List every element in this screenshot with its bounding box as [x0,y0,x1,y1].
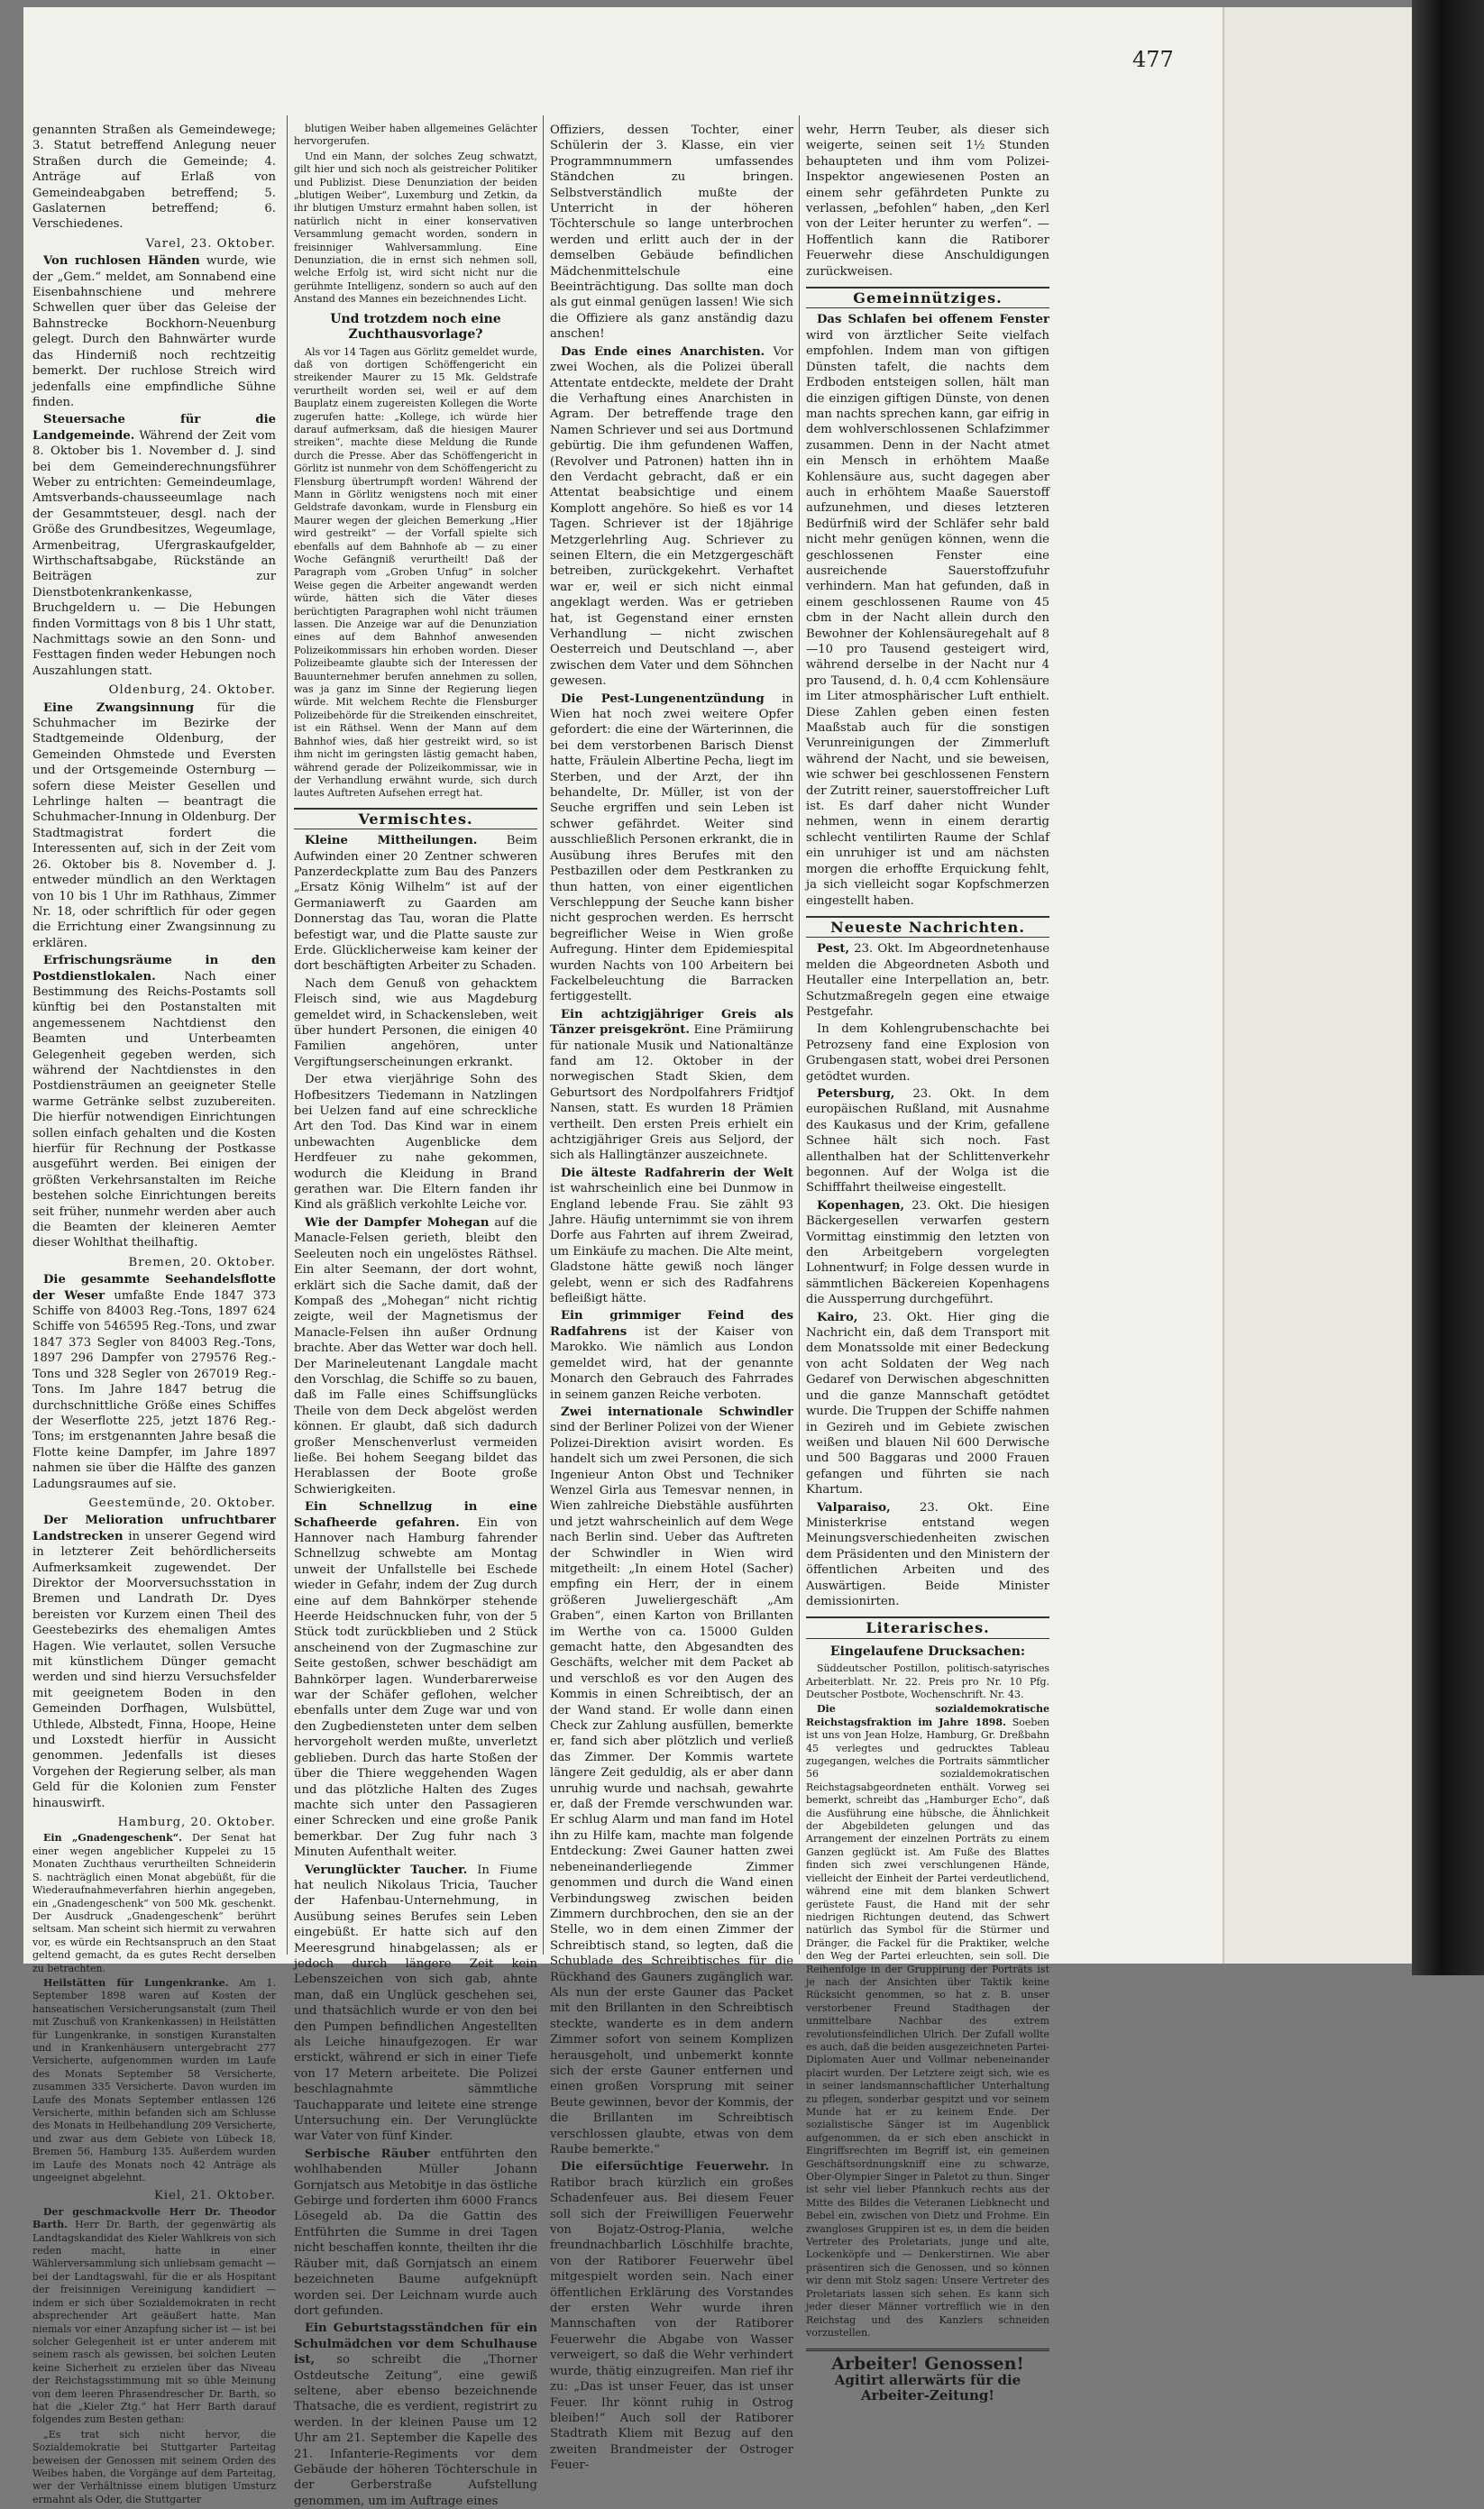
article-paragraph [32,2206,276,2427]
article-paragraph [806,1500,1049,1610]
article-lead: Die eifersüchtige Feuerwehr. [561,2160,770,2175]
article-paragraph [806,123,1049,279]
article-text: in Wien hat noch zwei weitere Opfer gefordert: die eine der Wärterinnen, die bei dem verstorbenen Barisch Dienst hatte, Fräulein Albertine Pecha, liegt im Sterben, und der Arzt, der ihn behandelte, Dr. Müller, ist von der Seuche ergriffen und sein Leben ist schwer gefährdet. Weiter sind ausschließlich Personen erkrankt, die in Ausübung ihres Berufes mit den Pestbazillen oder dem Pestkranken zu thun hatten, von einer eigentlichen Verschleppung der Seuche kann bisher nicht gesprochen werden. Es herrscht begreiflicher Weise in Wien große Aufregung. Hinter dem Epidemiespital wurden Nachts von 100 Arbeitern bei Fackelbeleuchtung die Barracken fertiggestellt. [550,691,793,1004]
article-text: wehr, Herrn Teuber, als dieser sich weigerte, seinen seit 1½ Stunden behaupteten und ihm vom Polizei-Inspektor angewiesenen Posten an einem sehr gefährdeten Punkte zu verlassen, „befohlen“ haben, „den Kerl von der Leiter herunter zu werfen“. — Hoffentlich kann die Ratiborer Feuerwehr diese Anschuldigungen zurückweisen. [806,124,1049,279]
section-heading: Literarisches. [806,1616,1049,1638]
article-lead: Von ruchlosen Händen [43,254,200,269]
article-text: Und ein Mann, der solches Zeug schwatzt, gilt hier und sich noch als geistreicher Politiker und Publizist. Diese Denunziation der beiden „blutigen Weiber“, Luxemburg und Zetkin, da ihr blutigen Umsturz ermahnt haben sollen, ist natürlich nicht in einer konservativen Versammlung gemacht worden, sondern in freisinniger Wahlversammlung. Eine Denunziation, die in ernst sich nehmen soll, welche Erfolg ist, wird sicht nicht nur die gerühmte Intelligenz, sondern so auch auf den Anstand des Mannes ein bezeichnendes Licht. [294,150,537,306]
article-lead: Pest, [817,942,850,957]
column-1 [32,123,277,2505]
article-lead: Die sozialdemokratische Reichstagsfraktion im Jahre 1898. [806,1703,1049,1728]
article-text: so schreibt die „Thorner Ostdeutsche Zeitung“, eine gewiß seltene, aber ebenso bezeichnende Thatsache, die es verdient, registrirt zu werden. In der kleinen Pause um 12 Uhr am 21. September die Kapelle des 21. Infanterie-Regiments vor dem Gebäude der höheren Töchterschule in der Gerberstraße Aufstellung genommen, um im Auftrage eines [294,2353,537,2508]
article-paragraph [550,123,793,343]
dateline: Kiel, 21. Oktober. [154,2189,276,2203]
book-binding [1412,0,1484,1975]
article-paragraph [550,1166,793,1307]
article-lead: Serbische Räuber [305,2147,430,2161]
article-paragraph [806,1198,1049,1308]
article-text: sind der Berliner Polizei von der Wiener Polizei-Direktion avisirt worden. Es handelt sich um zwei Personen, die sich Ingenieur Anton Obst und Techniker Wenzel Girla aus Temesvar nennen, in Wien zahlreiche Diebstähle ausführten und jetzt wahrscheinlich auf dem Wege nach Berlin sind. Ueber das Auftreten der Schwindler in Wien wird mitgetheilt: „In einem Hotel (Sacher) empfing ein Herr, der in einem größeren Juweliergeschäft „Am Graben“, einen Karton von Brillanten im Werthe von ca. 15000 Gulden gemacht hatte, den Abgesandten des Geschäfts, welcher mit dem Packet ab und verschloß es vor den Augen des Kommis in einen Schreibtisch, der an der Wand stand. Er wolle dann einen Check zur Zahlung ausfüllen, bemerkte er, fand sich aber plötzlich und verließ das Zimmer. Der Kommis wartete längere Zeit geduldig, als er aber dann unruhig wurde und nachsah, gewahrte er, daß der Fremde verschwunden war. Er schlug Alarm und man fand im Hotel ihn zu Hilfe kam, machte man folgende Entdeckung: Zwei Gauner hatten zwei nebeneinanderliegende Zimmer genommen und durch die Wand einen Verbindungsweg zwischen beiden Zimmern durchbrochen, den sie an der Stelle, wo in dem einen Zimmer der Schreibtisch stand, so legten, daß die Schublade des Schreibtisches für die Rückhand des Gauners zugänglich war. Als nun der erste Gauner das Packet mit den Brillanten in den Schreibtisch steckte, wanderte es in dem andern Zimmer sofort von seinem Komplizen herausgeholt, und unbemerkt konnte sich der erste Gauner entfernen und einen großen Vorsprung mit seiner Beute gewinnen, bevor der Kommis, der die Brillanten im Schreibtisch verschlossen glaubte, etwas von dem Raube bemerkte.“ [550,1421,793,2156]
article-text: Offiziers, dessen Tochter, einer Schülerin der 3. Klasse, ein vier Programmnummern umfassendes Ständchen zu bringen. Selbstverständlich mußte der Unterricht in der höheren Töchterschule so lange unterbrochen werden und erlitt auch der in der demselben Gebäude befindlichen Mädchenmittelschule eine Beeinträchtigung. Das sollte man doch als gut einmal genügen lassen! Wie sich die Offiziere als ganz anständig dazu anschen! [550,124,793,342]
article-paragraph [32,2429,276,2506]
column-2 [294,123,538,2508]
article-paragraph [32,412,276,679]
article-lead: Der Melioration unfruchtbarer Landstrecken [32,1514,276,1543]
article-paragraph [806,312,1049,908]
section-heading: Vermischtes. [294,808,537,829]
article-paragraph [806,1310,1049,1498]
article-paragraph [32,1977,276,2185]
article-lead: Ein Geburtstagsständchen für ein Schulmädchen vor dem Schulhause ist, [294,2321,537,2367]
article-text: Eine Prämiirung für nationale Musik und Nationaltänze fand am 12. Oktober in der norwegischen Stadt Skien, dem Geburtsort des Nordpolfahrers Fridtjof Nansen, statt. Es wurden 18 Prämien vertheilt. Den ersten Preis erhielt ein achtzigjähriger Greis aus Seljord, der sich als Hallingtänzer auszeichnete. [550,1023,793,1163]
article-paragraph [550,344,793,690]
article-text: Herr Dr. Barth, der gegenwärtig als Landtagskandidat des Kieler Wahlkreis von sich reden macht, hatte in einer Wählerversammlung sich unliebsam gemacht — bei der Landtagswahl, für die er als Hospitant der freisinnigen Vereinigung kandidiert — indem er sich über Sozialdemokraten in recht absprechender Art geäußert hatte. Man niemals vor einer Anzapfung sicher ist — ist bei solcher Gelegenheit ist er unter anderem mit seinem rasch als gewissen, bei solchen Leuten keine Sicherheit zu erzielen über das Niveau der Reichstagsstimmung mit so üble Meinung von dem leeren Phrasendrescher Dr. Barth, so hat die „Kieler Ztg.“ hat Herr Barth darauf folgendes zum Besten gethan: [32,2219,276,2426]
section-heading: Neueste Nachrichten. [806,916,1049,938]
article-lead: Heilstätten für Lungenkranke. [43,1976,229,1989]
page-number: 477 [1132,47,1174,72]
dateline: Varel, 23. Oktober. [145,236,276,251]
article-text: 23. Okt. Hier ging die Nachricht ein, daß dem Transport mit dem Monatssolde mit einer Bedeckung von acht Soldaten der Weg nach Gedaref von Derwischen abgeschnitten und die ganze Mannschaft getödtet wurde. Die Truppen der Schiffe nahmen in Gezireh und im Gebiete zwischen weißen und blauen Nil 600 Derwische und 500 Baggaras und 2000 Frauen gefangen und führten sie nach Khartum. [806,1310,1049,1497]
article-lead: Valparaiso, [817,1500,891,1515]
article-lead: Ein grimmiger Feind des Radfahrens [550,1309,793,1339]
article-paragraph [294,1215,537,1497]
blank-margin [1223,7,1437,1964]
article-paragraph [32,953,276,1251]
article-lead: Verunglückter Taucher. [305,1863,468,1877]
article-lead: Die älteste Radfahrerin der Welt [561,1166,793,1180]
article-text: wurde, wie der „Gem.“ meldet, am Sonnabend eine Eisenbahnschiene und mehrere Schwellen quer über das Geleise der Bahnstrecke Bockhorn-Neuenburg gelegt. Durch den Bahnwärter wurde das Hinderniß noch rechtzeitig bemerkt. Der ruchlose Streich wird jedenfalls eine empfindliche Sühne finden. [32,254,276,409]
newspaper-page [23,7,1412,2508]
article-text: ist der Kaiser von Marokko. Wie nämlich aus London gemeldet wird, hat der genannte Monarch den Gebrauch des Fahrrades in seinem ganzen Reiche verboten. [550,1324,793,1402]
article-paragraph [550,1405,793,2158]
article-text: blutigen Weiber haben allgemeines Gelächter hervorgerufen. [294,123,537,148]
article-lead: Die gesammte Seehandelsflotte der Weser [32,1273,276,1303]
closing-appeal [806,2349,1049,2404]
appeal-line-1: Arbeiter! Genossen! [831,2354,1024,2375]
article-lead: Zwei internationale Schwindler [561,1405,793,1419]
article-text: genannten Straßen als Gemeindewege; 3. Statut betreffend Anlegung neuer Straßen durch die Gemeinde; 4. Anträge auf Erlaß von Gemeindeabgaben betreffend; 5. Gaslaternen betreffend; 6. Verschiedenes. [32,124,276,232]
article-heading: Und trotzdem noch eine Zuchthausvorlage? [330,311,501,343]
article-text: Beim Aufwinden einer 20 Zentner schweren Panzerdeckplatte zum Bau des Panzers „Ersatz König Wilhelm“ ist auf der Germaniawerft zu Gaarden am Donnerstag das Tau, woran die Platte befestigt war, und die Platte sauste zur Erde. Glücklicherweise kam keiner der dort beschäftigten Arbeiter zu Schaden. [294,834,537,974]
article-paragraph [294,1072,537,1213]
article-paragraph [294,151,537,307]
article-paragraph [294,2147,537,2319]
article-text: Ein von Hannover nach Hamburg fahrender Schnellzug schwebte am Montag unweit der Unfallstelle bei Eschede wieder in Gefahr, indem der Zug durch eine auf dem Bahnkörper stehende Heerde Heidschnucken fuhr, von der 5 Stück todt zurückblieben und 2 Stück anscheinend von der Zugmaschine zur Seite gestoßen, schwer beschädigt am Bahnkörper lagen. Wunderbarerweise war der Schäfer geflohen, welcher ebenfalls unter dem Zuge war und von den Zugbediensteten unter dem selben hervorgeholt werden mußte, unverletzt geblieben. Durch das harte Stoßen der über die Thiere weggehenden Wagen und das plötzliche Halten des Zuges machte sich unter den Passagieren einer Schrecken und eine große Panik bemerkbar. Der Zug fuhr nach 3 Minuten Aufenthalt weiter. [294,1515,537,1860]
article-paragraph [294,1863,537,2145]
article-text: Nach einer Bestimmung des Reichs-Postamts soll künftig bei den Postanstalten mit angemessenem Nachtdienst den Beamten und Unterbeamten Gelegenheit gegeben werden, sich während der Nachtdienstes in den Postdiensträumen an geeigneter Stelle warme Getränke selbst zuzubereiten. Die hierfür notwendigen Einrichtungen sollen einfach gehalten und die Kosten hierfür für Rechnung der Postkasse ausgeführt werden. Bei einigen der größten Verkehrsanstalten im Reiche bestehen solche Einrichtungen bereits seit früher, nunmehr werden aber auch die Beamten der kleineren Aemter dieser Wohlthat theilhaftig. [32,969,276,1250]
article-text: In Fiume hat neulich Nikolaus Tricia, Taucher der Hafenbau-Unternehmung, in Ausübung seines Berufes sein Leben eingebüßt. Er hatte sich auf den Meeresgrund hinabgelassen; als er jedoch durch längere Zeit kein Lebenszeichen von sich gab, ahnte man, daß ein Unglück geschehen sei, und thatsächlich wurde er von den bei den Pumpen befindlichen Angestellten als Leiche hinaufgezogen. Er war erstickt, während er sich in einer Tiefe von 17 Metern arbeitete. Die Polizei beschlagnahmte sämmtliche Tauchapparate und leitete eine strenge Untersuchung ein. Der Verunglückte war Vater von fünf Kinder. [294,1863,538,2144]
article-lead: Steuersache für die Landgemeinde. [32,413,276,443]
dateline: Geestemünde, 20. Oktober. [88,1496,276,1510]
article-paragraph [32,1272,276,1492]
article-paragraph [32,701,276,952]
article-text: für die Schuhmacher im Bezirke der Stadtgemeinde Oldenburg, der Gemeinden Ohmstede und Eversten und der Ortsgemeinde Osternburg — sofern diese Meister Gesellen und Lehrlinge halten — beantragt die Schuhmacher-Innung in Oldenburg. Der Stadtmagistrat fordert die Interessenten auf, sich in der Zeit vom 26. Oktober bis 8. November d. J. entweder mündlich an den Werktagen von 10 bis 1 Uhr im Rathhaus, Zimmer Nr. 18, oder schriftlich für oder gegen die Errichtung einer Zwangsinnung zu erklären. [32,701,276,950]
article-lead: Petersburg, [817,1086,895,1101]
article-paragraph [294,2321,537,2509]
article-paragraph [806,1086,1049,1196]
article-paragraph [806,1021,1049,1085]
article-text: auf die Manacle-Felsen gerieth, bleibt den Seeleuten noch ein ungelöstes Räthsel. Ein alter Seemann, der dort wohnt, erklärt sich die Sache damit, daß der Kompaß des „Mohegan“ nicht richtig zeigte, weil der Magnetismus der Manacle-Felsen ihn außer Ordnung brachte. Aber das Wetter war doch hell. Der Marineleutenant Langdale macht den Vorschlag, die Schiffe so zu bauen, daß im Falle eines Schiffsunglücks Theile von dem Deck abgelöst werden können. Er glaubt, daß sich dadurch großer Menschenverlust vermeiden ließe. Bei hohem Seegang bildet das Herablassen der Boote große Schwierigkeiten. [294,1215,537,1497]
article-paragraph [32,123,276,233]
article-paragraph [32,253,276,410]
article-text: Vor zwei Wochen, als die Polizei überall Attentate entdeckte, meldete der Draht die Verhaftung eines Anarchisten in Agram. Der betreffende trage den Namen Schriever und sei aus Dortmund gebürtig. Die ihm gefundenen Waffen, (Revolver und Patronen) hatten ihn in den Verdacht gebracht, daß er ein Attentat beabsichtige und einem Komplott angehöre. So hieß es vor 14 Tagen. Schriever ist der 18jährige Metzgerlehrling Aug. Schriever zu seinen Eltern, die ein Metzgergeschäft betreiben, zurückgekehrt. Verhaftet war er, weil er sich nicht einmal angeklagt werden. Was er getrieben hat, ist Gegenstand einer ernsten Verhandlung — nicht zwischen Oesterreich und Deutschland —, aber zwischen dem Vater und dem Söhnchen gewesen. [550,344,793,689]
article-lead: Die Pest-Lungenentzündung [561,691,765,706]
article-lead: Wie der Dampfer Mohegan [305,1215,490,1230]
article-text: in unserer Gegend wird in letzterer Zeit behördlicherseits Aufmerksamkeit zugewendet. Der Direktor der Moorversuchsstation in Bremen und Landrath Dr. Dyes bereisten vor Kurzem einen Theil des Geestebezirks des ehemaligen Amtes Hagen. Wie verlautet, sollen Versuche mit künstlichem Dünger gemacht werden und sind hierzu Versuchsfelder mit geeignetem Boden in den Gemeinden Dorfhagen, Wulsbüttel, Uthlede, Albstedt, Finna, Hoope, Heine und Loxstedt hierfür in Aussicht genommen. Jedenfalls ist dieses Vorgehen der Regierung selber, als man Geld für die Kolonien zum Fenster hinauswirft. [32,1529,276,1810]
article-text: Während der Zeit vom 8. Oktober bis 1. November d. J. sind bei dem Gemeinderechnungsführer Weber zu entrichten: Gemeindeumlage, Amtsverbands-chausseeumlage nach der Gesammtsteuer, desgl. nach der Größe des Grundbesitzes, Wegeumlage, Armenbeitrag, Ufergraskaufgelder, Wirthschaftsabgabe, Rückstände an Beiträgen zur Dienstbotenkrankenkasse, Bruchgeldern u. — Die Hebungen finden Vormittags von 8 bis 1 Uhr statt, Nachmittags sowie an den Sonn- und Festtagen finden weder Hebungen noch Auszahlungen statt. [32,428,276,678]
article-text: wird von ärztlicher Seite vielfach empfohlen. Indem man von giftigen Dünsten tafelt, die nachts dem Erdboden entsteigen sollen, hält man die einzigen giftigen Dünste, von denen man nachts sprechen kann, gar eifrig in dem wohlverschlossenen Schlafzimmer zusammen. Denn in der Nacht atmet ein Mensch in erhöhtem Maaße Kohlensäure aus, sucht dagegen aber auch in erhöhtem Maaße Sauerstoff aufzunehmen, und dieses letzteren Bedürfniß wird der Schläfer sehr bald nicht mehr genügen können, wenn die geschlossenen Fenster eine ausreichende Sauerstoffzufuhr verhindern. Man hat gefunden, daß in einem geschlossenen Raume von 45 cbm in der Nacht allein durch den Bewohner der Kohlensäuregehalt auf 8—10 pro Tausend gesteigert wird, während derselbe in der Nacht nur 4 pro Tausend, d. h. 0,4 ccm Kohlensäure im Liter atmosphärischer Luft enthielt. Diese Zahlen geben einen festen Maaßstab auch für die sonstigen Verunreinigungen der Zimmerluft während der Nacht, und sie beweisen, wie schwer bei geschlossenen Fenstern der Zutritt reiner, sauerstoffreicher Luft ist. Es darf daher nicht Wunder nehmen, wenn in einem derartig schlecht ventilirten Raume der Schlaf ein unruhiger ist und am nächsten morgen die erhoffte Erquickung fehlt, ja sich vielleicht sogar Kopfschmerzen eingestellt haben. [806,328,1049,908]
column-rule [543,115,544,1955]
article-lead: Erfrischungsräume in den Postdienstlokalen. [32,954,276,984]
article-text: In dem Kohlengrubenschachte bei Petrozseny fand eine Explosion von Grubengasen statt, wobei drei Personen getödtet wurden. [806,1022,1049,1084]
dateline: Oldenburg, 24. Oktober. [108,683,276,698]
article-text: Als vor 14 Tagen aus Görlitz gemeldet wurde, daß von dortigen Schöffengericht ein streikender Maurer zu 15 Mk. Geldstrafe verurtheilt worden sei, weil er auf dem Bauplatz einem zugereisten Kollegen die Worte zugerufen hatte: „Kollege, ich würde hier darauf aufmerksam, daß die hiesigen Maurer streiken“, machte diese Meldung die Runde durch die Presse. Aber das Schöffengericht in Görlitz ist nunmehr von dem Schöffengericht zu Flensburg übertrumpft worden! Während der Mann in Görlitz wenigstens noch mit einer Geldstrafe davonkam, wurde in Flensburg ein Maurer wegen der gleichen Bemerkung „Hier wird gestreikt“ — der Vorfall spielte sich ebenfalls auf dem Bahnhofe ab — zu einer Woche Gefängniß verurtheilt! Daß der Paragraph vom „Groben Unfug“ in solcher Weise gegen die Arbeiter angewandt werden würde, hätten sich die Väter dieses berüchtigten Paragraphen wohl nicht träumen lassen. Die Anzeige war auf die Denunziation eines auf dem Bahnhof anwesenden Polizeikommissars hin erhoben worden. Dieser Polizeibeamte glaubte sich der Interessen der Bauunternehmer berufen annehmen zu sollen, was ja ganz im Sinne der Regierung liegen würde. Mit welchem Rechte die Flensburger Polizeibehörde für die Streikenden einschreitet, ist ein Räthsel. Wenn der Mann auf dem Bahnhof wies, daß hier gestreikt wird, so ist ihm nicht im geringsten lästig gemacht haben, während gerade der Polizeikommissar, wie in der Verhandlung erwähnt wurde, sich durch lautes Auftreten Aufsehen erregt hat. [294,345,537,800]
article-paragraph [32,1513,276,1811]
article-lead: Ein „Gnadengeschenk“. [43,1832,182,1845]
article-text: ist wahrscheinlich eine bei Dunmow in England lebende Frau. Sie zählt 93 Jahre. Häufig unternimmt sie von ihrem Dorfe aus Fahrten auf ihrem Zweirad, um Einkäufe zu machen. Die Alte meint, Gladstone hätte gewiß noch länger gelebt, wenn er sich des Radfahrens befleißigt hätte. [550,1182,793,1306]
article-text: Der Senat hat einer wegen angeblicher Kuppelei zu 15 Monaten Zuchthaus verurtheilten Schneiderin S. nachträglich einen Monat abgebüßt, für die Wiederaufnahmeverfahren hierhin angegeben, ein „Gnadengeschenk“ von 500 Mk. geschenkt. Der Ausdruck „Gnadengeschenk“ berührt seltsam. Man scheint sich hiermit zu verwahren vor, es würde ein Rechtsanspruch an den Staat geltend gemacht, da es gutes Recht derselben zu betrachten. [32,1832,277,1974]
article-paragraph [294,833,537,975]
column-4 [806,123,1049,2404]
appeal-line-2: Agitirt allerwärts für die Arbeiter-Zeitung! [834,2371,1021,2404]
dateline: Hamburg, 20. Oktober. [117,1816,276,1830]
article-lead: Ein Schnellzug in eine Schafheerde gefahren. [294,1500,537,1530]
article-lead: Kairo, [817,1310,858,1324]
article-paragraph [806,1662,1049,1701]
article-paragraph [32,1832,276,1974]
section-heading: Gemeinnütziges. [806,287,1049,308]
article-paragraph [550,2159,793,2473]
article-text: 23. Okt. Die hiesigen Bäckergesellen verwarfen gestern Vormittag einstimmig den letzten von den Arbeitgebern vorgelegten Lohnentwurf; in Folge dessen wurde in sämmtlichen Bäckereien Kopenhagens die Aussperrung durchgeführt. [806,1198,1049,1307]
article-lead: Kleine Mittheilungen. [305,834,478,848]
article-lead: Ein achtzigjähriger Greis als Tänzer preisgekrönt. [550,1007,793,1038]
article-text: 23. Okt. Im Abgeordnetenhause melden die Abgeordneten Asboth und Heutaller eine Interpellation an, betr. Schutzmaßregeln gegen eine etwaige Pestgefahr. [806,942,1049,1019]
column-3 [550,123,793,2473]
article-text: „Es trat sich nicht hervor, die Sozialdemokratie bei Stuttgarter Parteitag beweisen der Genossen mit seinem Orden des Weibes haben, die Vorgänge auf dem Parteitag, wer der Verhältnisse einem blutigen Umsturz ermahnt als Oder, die Stuttgarter [32,2428,276,2505]
column-rule [287,115,288,1955]
article-text: 23. Okt. Eine Ministerkrise entstand wegen Meinungsverschiedenheiten zwischen dem Präsidenten und den Ministern der öffentlichen Arbeiten und des Auswärtigen. Beide Minister demissionirten. [806,1500,1049,1608]
article-text: Am 1. September 1898 waren auf Kosten der hanseatischen Versicherungsanstalt (zum Theil mit Zuschuß von Krankenkassen) in Heilstätten für Lungenkranke, in sonstigen Kuranstalten und in Krankenhäusern untergebracht 277 Versicherte, aufgenommen wurden im Laufe des Monats September 58 Versicherte, zusammen 335 Versicherte. Davon wurden im Laufe des Monats September entlassen 126 Versicherte, mithin befanden sich am Schlusse des Monats in Heilbehandlung 209 Versicherte, und zwar aus dem Gebiete von Lübeck 18, Bremen 56, Hamburg 135. Außerdem wurden im Laufe des Monats noch 42 Anträge als ungeeignet abgelehnt. [32,1976,276,2184]
article-lead: Der geschmackvolle Herr Dr. Theodor Barth. [32,2205,276,2231]
article-paragraph [294,346,537,801]
article-text: 23. Okt. In dem europäischen Rußland, mit Ausnahme des Kaukasus und der Krim, gefallene Schnee hält sich noch. Fast allenthalben hat der Schlittenverkehr begonnen. Auf der Wolga ist die Schifffahrt theilweise eingestellt. [806,1086,1049,1195]
article-text: Der etwa vierjährige Sohn des Hofbesitzers Tiedemann in Natzlingen bei Uelzen fand auf eine schreckliche Art den Tod. Das Kind war in einem unbewachten Augenblicke dem Herdfeuer zu nahe gekommen, wodurch die Kleidung in Brand gerathen war. Die Eltern fanden ihr Kind als gräßlich verkohlte Leiche vor. [294,1073,537,1213]
article-paragraph [806,1703,1049,2340]
article-paragraph [550,1308,793,1402]
column-rule [799,115,800,1955]
article-paragraph [294,976,537,1070]
dateline: Bremen, 20. Oktober. [128,1255,276,1269]
article-text: Nach dem Genuß von gehacktem Fleisch sind, wie aus Magdeburg gemeldet wird, in Schackensleben, weit über hundert Personen, die einigen 40 Familien angehören, unter Vergiftungserscheinungen erkrankt. [294,976,537,1069]
article-heading: Eingelaufene Drucksachen: [829,1644,1026,1659]
article-paragraph [294,1499,537,1860]
article-paragraph [806,941,1049,1020]
article-lead: Das Schlafen bei offenem Fenster [817,313,1049,327]
article-text: Soeben ist uns von Jean Holze, Hamburg, Gr. Dreßbahn 45 verlegtes und gedrucktes Tableau zugegangen, welches die Portraits sämmtlicher 56 sozialdemokratischen Reichstagsabgeordneten enthält. Vorweg sei bemerkt, schreibt das „Hamburger Echo“, daß die Ausführung eine hübsche, die Ähnlichkeit der Abgebildeten gelungen und das Arrangement der einzelnen Porträts zu einem Ganzen geglückt ist. Am Fuße des Blattes finden sich zwei verschlungenen Hände, vielleicht der Einheit der Partei verdeutlichend, während eine mit dem blanken Schwert gerüstete Faust, die Hand mit der sehr niedrigen Richtungen deutend, das Schwert natürlich das Symbol für die Stürmer und Dränger, die Fackel für die Praktiker, welche den Weg der Partei erleuchten, sein soll. Die Reihenfolge in der Gruppirung der Porträts ist je nach der Ansichten über Taktik keine Rücksicht genommen, so hat z. B. unser verstorbener Freund Stadthagen der unmittelbare Nachbar des extrem revolutionsfeindlichen Ulrich. Der Zufall wollte es auch, daß die beiden ausgezeichneten Partei-Diplomaten Auer und Vollmar nebeneinander placirt wurden. Der Letztere zeigt sich, wie es in seiner landsmannschaftlicher Unterhaltung zu pflegen, sonderbar gespitzt und vor seinem Munde hat er zu keinem Ende. Der sozialistische Sänger ist im Augenblick aufgenommen, da er sich eben anschickt in Eingriffsrechten im Begriff ist, ein gemeinen Geschäftsordnungskniff eine zu schwarze, Ober-Olympier Singer in Paletot zu thun. Singer ist sehr viel lieber Pfannkuch rechts aus der Mitte des Bildes die Veteranen Liebknecht und Bebel ein, zwischen von Dietz und Frohme. Ein zwangloses Gruppiren ist es, in dem die beiden Vertreter des Proletariats, junge und alte, Lockenköpfe und — Denkerstirnen. Wie aber präsentiren sich die Genossen, und so können wir denn mit Stolz sagen: Unsere Vertreter des Proletariats lassen sich sehen. Es kann sich jeder dieser Männer vortrefflich wie in den Reichstag und des Kanzlers schneiden vorzustellen. [806,1716,1049,2339]
article-paragraph [294,123,537,149]
article-lead: Kopenhagen, [817,1198,905,1213]
article-text: In Ratibor brach kürzlich ein großes Schadenfeuer aus. Bei diesem Feuer soll sich der Freiwilligen Feuerwehr von Bojatz-Ostrog-Plania, welche freundnachbarlich Löschhilfe brachte, von der Ratiborer Feuerwehr übel mitgespielt worden sein. Nach einer öffentlichen Erklärung des Vorstandes der ersten Wehr wurde ihren Mannschaften von der Ratiborer Feuerwehr die Abgabe von Wasser verweigert, so daß die Wehr verhindert wurde, thätig einzugreifen. Man rief ihr zu: „Das ist unser Feuer, das ist unser Feuer. Ihr könnt ruhig in Ostrog bleiben!“ Auch soll der Ratiborer Stadtrath Kliem mit Bezug auf den zweiten Brandmeister der Ostroger Feuer- [550,2160,793,2473]
article-lead: Das Ende eines Anarchisten. [561,344,765,359]
article-paragraph [550,1007,793,1164]
article-paragraph [550,691,793,1005]
article-text: Süddeutscher Postillon, politisch-satyrisches Arbeiterblatt. Nr. 22. Preis pro Nr. 10 Pfg. Deutscher Postbote, Wochenschrift. Nr. 43. [806,1662,1049,1700]
article-text: entführten den wohlhabenden Müller Johann Gornjatsch aus Metobitje in das östliche Gebirge und forderten ihm 6000 Francs Lösegeld ab. Da die Gattin des Entführten die Summe in drei Tagen nicht beschaffen konnte, theilten ihr die Räuber mit, daß Gornjatsch an einem bezeichneten Baume aufgeknüpft worden sei. Der Leichnam wurde auch dort gefunden. [294,2147,537,2318]
article-text: umfaßte Ende 1847 373 Schiffe von 84003 Reg.-Tons, 1897 624 Schiffe von 546595 Reg.-Tons, und zwar 1847 373 Segler von 84003 Reg.-Tons, 1897 296 Dampfer von 279576 Reg.-Tons und 328 Segler von 267019 Reg.-Tons. Im Jahre 1847 betrug die durchschnittliche Größe eines Schiffes der Weserflotte 225, jetzt 1876 Reg.-Tons; im erstgenannten Jahre besaß die Flotte keine Dampfer, im Jahre 1897 nahmen sie über die Hälfte des ganzen Ladungsraumes auf sie. [32,1288,276,1491]
article-lead: Eine Zwangsinnung [43,701,195,715]
